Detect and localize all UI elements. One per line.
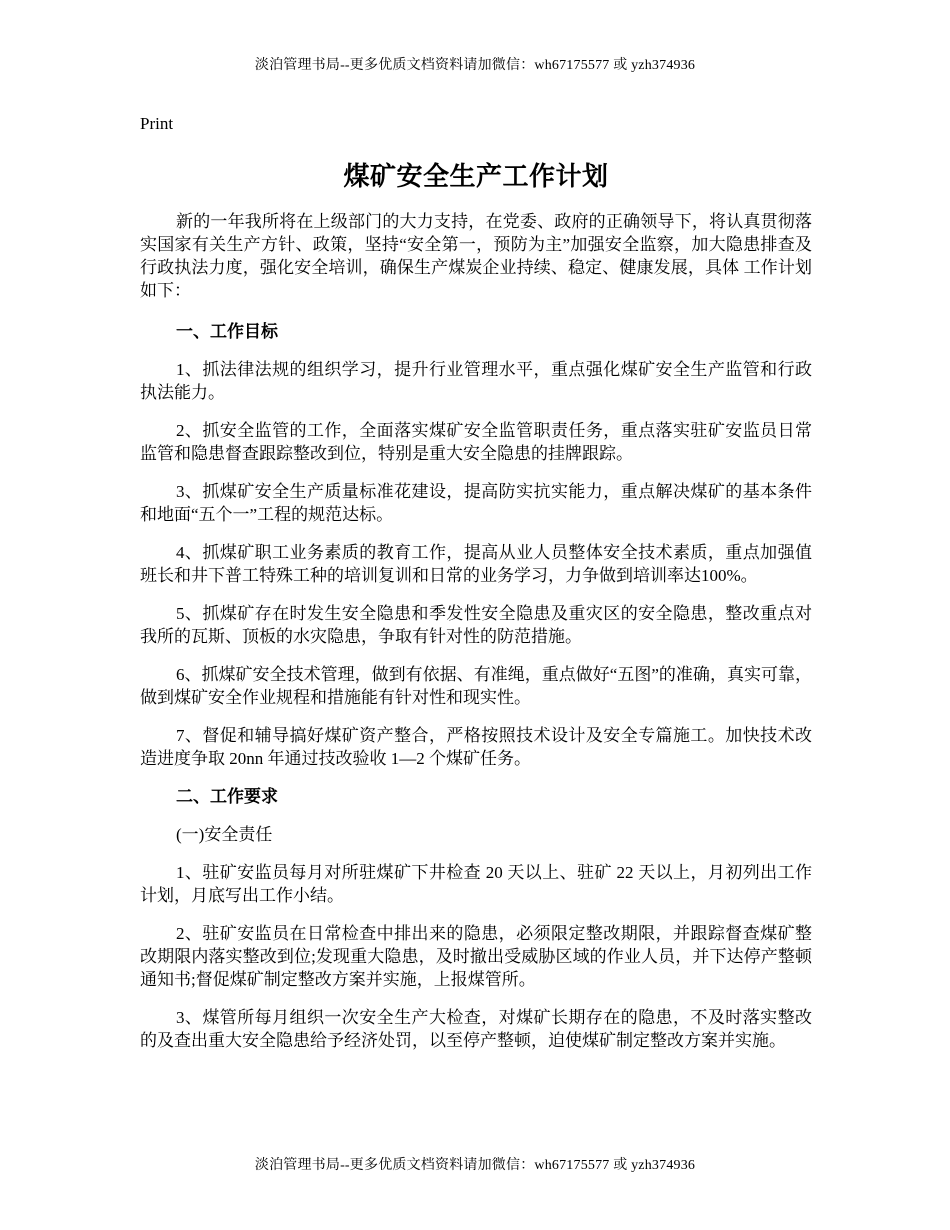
page-footer: 淡泊管理书局--更多优质文档资料请加微信：wh67175577 或 yzh374936 xyxy=(254,1158,696,1173)
page-header: 淡泊管理书局--更多优质文档资料请加微信：wh67175577 或 yzh374936 xyxy=(254,58,696,73)
goal-item-1: 1、抓法律法规的组织学习，提升行业管理水平，重点强化煤矿安全生产监管和行政执法能力。 xyxy=(140,360,812,402)
requirement-item-1: 1、驻矿安监员每月对所驻煤矿下井检查 20 天以上、驻矿 22 天以上，月初列出工作计划，月底写出工作小结。 xyxy=(140,863,812,905)
document-title: 煤矿安全生产工作计划 xyxy=(343,162,609,191)
subheading-safety-responsibility: (一)安全责任 xyxy=(176,825,273,844)
document-body xyxy=(140,112,812,1067)
goal-item-3: 3、抓煤矿安全生产质量标准花建设，提高防实抗实能力，重点解决煤矿的基本条件和地面“五个一”工程的规范达标。 xyxy=(140,482,812,524)
goal-item-2: 2、抓安全监管的工作，全面落实煤矿安全监管职责任务，重点落实驻矿安监员日常监管和隐患督查跟踪整改到位，特别是重大安全隐患的挂牌跟踪。 xyxy=(140,421,812,463)
requirement-item-3: 3、煤管所每月组织一次安全生产大检查，对煤矿长期存在的隐患，不及时落实整改的及查出重大安全隐患给予经济处罚，以至停产整顿，迫使煤矿制定整改方案并实施。 xyxy=(140,1008,812,1050)
goal-item-7: 7、督促和辅导搞好煤矿资产整合，严格按照技术设计及安全专篇施工。加快技术改造进度争取 20nn 年通过技改验收 1—2 个煤矿任务。 xyxy=(140,726,812,768)
section-heading-requirements: 二、工作要求 xyxy=(176,787,278,806)
print-label: Print xyxy=(140,114,174,133)
goal-item-6: 6、抓煤矿安全技术管理，做到有依据、有准绳，重点做好“五图”的准确，真实可靠，做到煤矿安全作业规程和措施能有针对性和现实性。 xyxy=(140,665,812,707)
section-heading-goals: 一、工作目标 xyxy=(176,322,278,341)
goal-item-4: 4、抓煤矿职工业务素质的教育工作，提高从业人员整体安全技术素质，重点加强值班长和井下普工特殊工种的培训复训和日常的业务学习，力争做到培训率达100%。 xyxy=(140,543,812,585)
goal-item-5: 5、抓煤矿存在时发生安全隐患和季发性安全隐患及重灾区的安全隐患，整改重点对我所的瓦斯、顶板的水灾隐患，争取有针对性的防范措施。 xyxy=(140,604,812,646)
requirement-item-2: 2、驻矿安监员在日常检查中排出来的隐患，必须限定整改期限，并跟踪督查煤矿整改期限内落实整改到位;发现重大隐患，及时撤出受威胁区域的作业人员，并下达停产整顿通知书;督促煤矿制定整改方案并实施，上报煤管所。 xyxy=(140,924,812,989)
intro-paragraph: 新的一年我所将在上级部门的大力支持，在党委、政府的正确领导下，将认真贯彻落实国家有关生产方针、政策，坚持“安全第一，预防为主”加强安全监察，加大隐患排查及行政执法力度，强化安全培训，确保生产煤炭企业持续、稳定、健康发展，具体 工作计划 如下： xyxy=(140,212,812,300)
